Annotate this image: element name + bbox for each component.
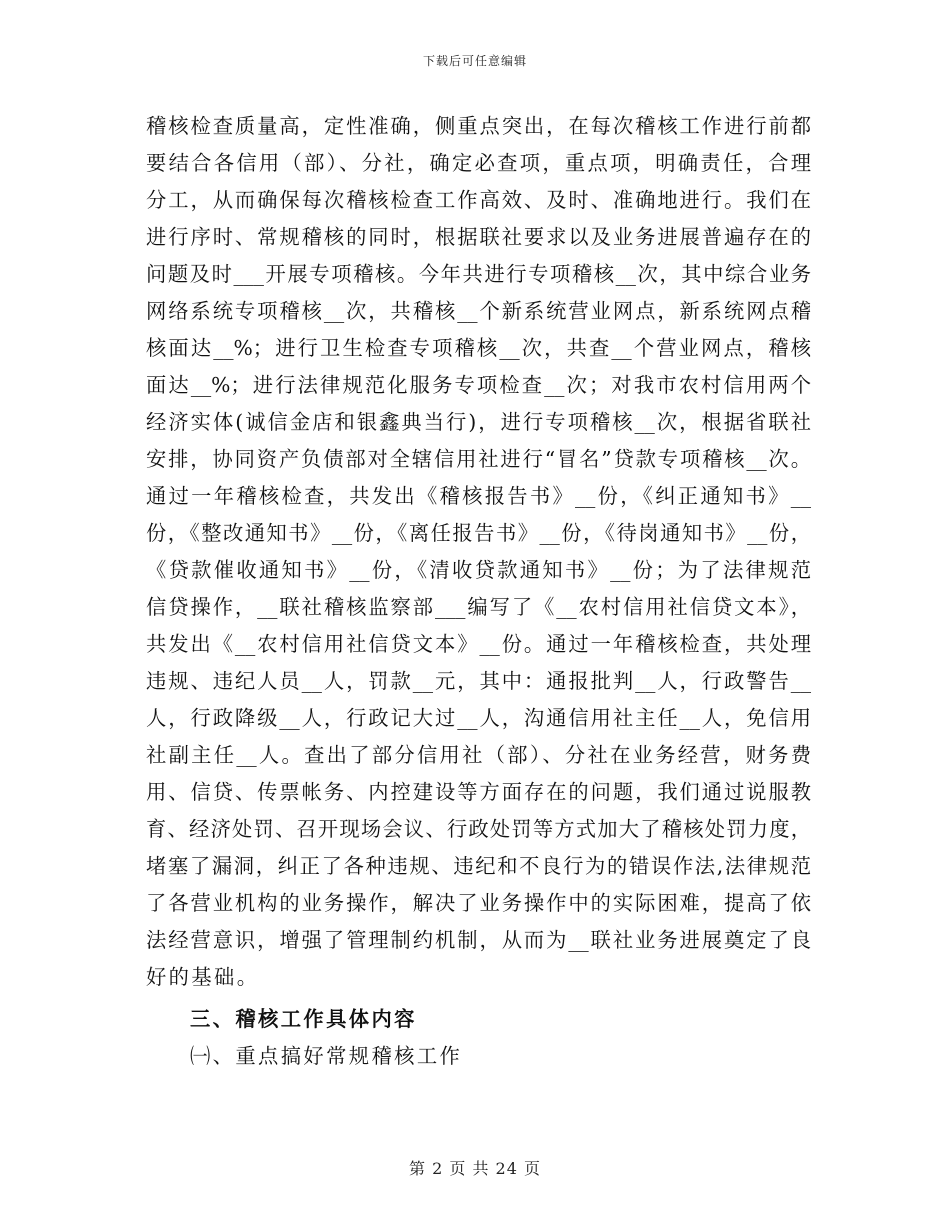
body-line: 通过一年稽核检查，共发出《稽核报告书》__份，《纠正通知书》__ — [146, 484, 811, 508]
page-number: 第 2 页 共 24 页 — [409, 1159, 541, 1178]
body-line: 份，《整改通知书》__份，《离任报告书》__份，《待岗通知书》__份， — [146, 521, 811, 545]
section-heading: 三、稽核工作具体内容 — [190, 1007, 417, 1031]
body-line: 稽核检查质量高，定性准确，侧重点突出，在每次稽核工作进行前都 — [146, 114, 811, 138]
body-line: 进行序时、常规稽核的同时，根据联社要求以及业务进展普遍存在的 — [146, 225, 811, 249]
body-line: 安排，协同资产负债部对全辖信用社进行“冒名”贷款专项稽核__次。 — [146, 447, 811, 471]
body-line: 分工，从而确保每次稽核检查工作高效、及时、准确地进行。我们在 — [146, 188, 811, 212]
body-line: 违规、违纪人员__人，罚款__元，其中：通报批判__人，行政警告__ — [146, 669, 811, 693]
body-line-last: 好的基础。 — [146, 965, 260, 989]
body-line: 面达__%；进行法律规范化服务专项检查__次；对我市农村信用两个 — [146, 373, 811, 397]
body-line: 用、信贷、传票帐务、内控建设等方面存在的问题，我们通过说服教 — [146, 780, 811, 804]
body-line: 《贷款催收通知书》__份，《清收贷款通知书》__份；为了法律规范 — [146, 558, 811, 582]
body-line: 网络系统专项稽核__次，共稽核__个新系统营业网点，新系统网点稽 — [146, 299, 811, 323]
body-line: 共发出《__农村信用社信贷文本》__份。通过一年稽核检查，共处理 — [146, 632, 811, 656]
body-line: 要结合各信用（部）、分社，确定必查项，重点项，明确责任，合理 — [146, 151, 811, 175]
page-header-note: 下载后可任意编辑 — [422, 54, 527, 68]
body-line: 社副主任__人。查出了部分信用社（部）、分社在业务经营，财务费 — [146, 743, 811, 767]
body-line: 问题及时___开展专项稽核。今年共进行专项稽核__次，其中综合业务 — [146, 262, 811, 286]
sub-heading: ㈠、重点搞好常规稽核工作 — [190, 1044, 463, 1068]
body-line: 信贷操作，__联社稽核监察部___编写了《__农村信用社信贷文本》， — [146, 595, 811, 619]
body-line: 核面达__%；进行卫生检查专项稽核__次，共查__个营业网点，稽核 — [146, 336, 811, 360]
body-line: 法经营意识，增强了管理制约机制，从而为__联社业务进展奠定了良 — [146, 928, 811, 952]
body-line: 育、经济处罚、召开现场会议、行政处罚等方式加大了稽核处罚力度， — [146, 817, 811, 841]
body-line: 了各营业机构的业务操作，解决了业务操作中的实际困难，提高了依 — [146, 891, 811, 915]
body-line: 堵塞了漏洞，纠正了各种违规、违纪和不良行为的错误作法,法律规范 — [146, 854, 811, 878]
body-paragraph — [146, 108, 811, 996]
body-line: 经济实体(诚信金店和银鑫典当行)，进行专项稽核__次，根据省联社 — [146, 410, 811, 434]
body-line: 人，行政降级__人，行政记大过__人，沟通信用社主任__人，免信用 — [146, 706, 811, 730]
